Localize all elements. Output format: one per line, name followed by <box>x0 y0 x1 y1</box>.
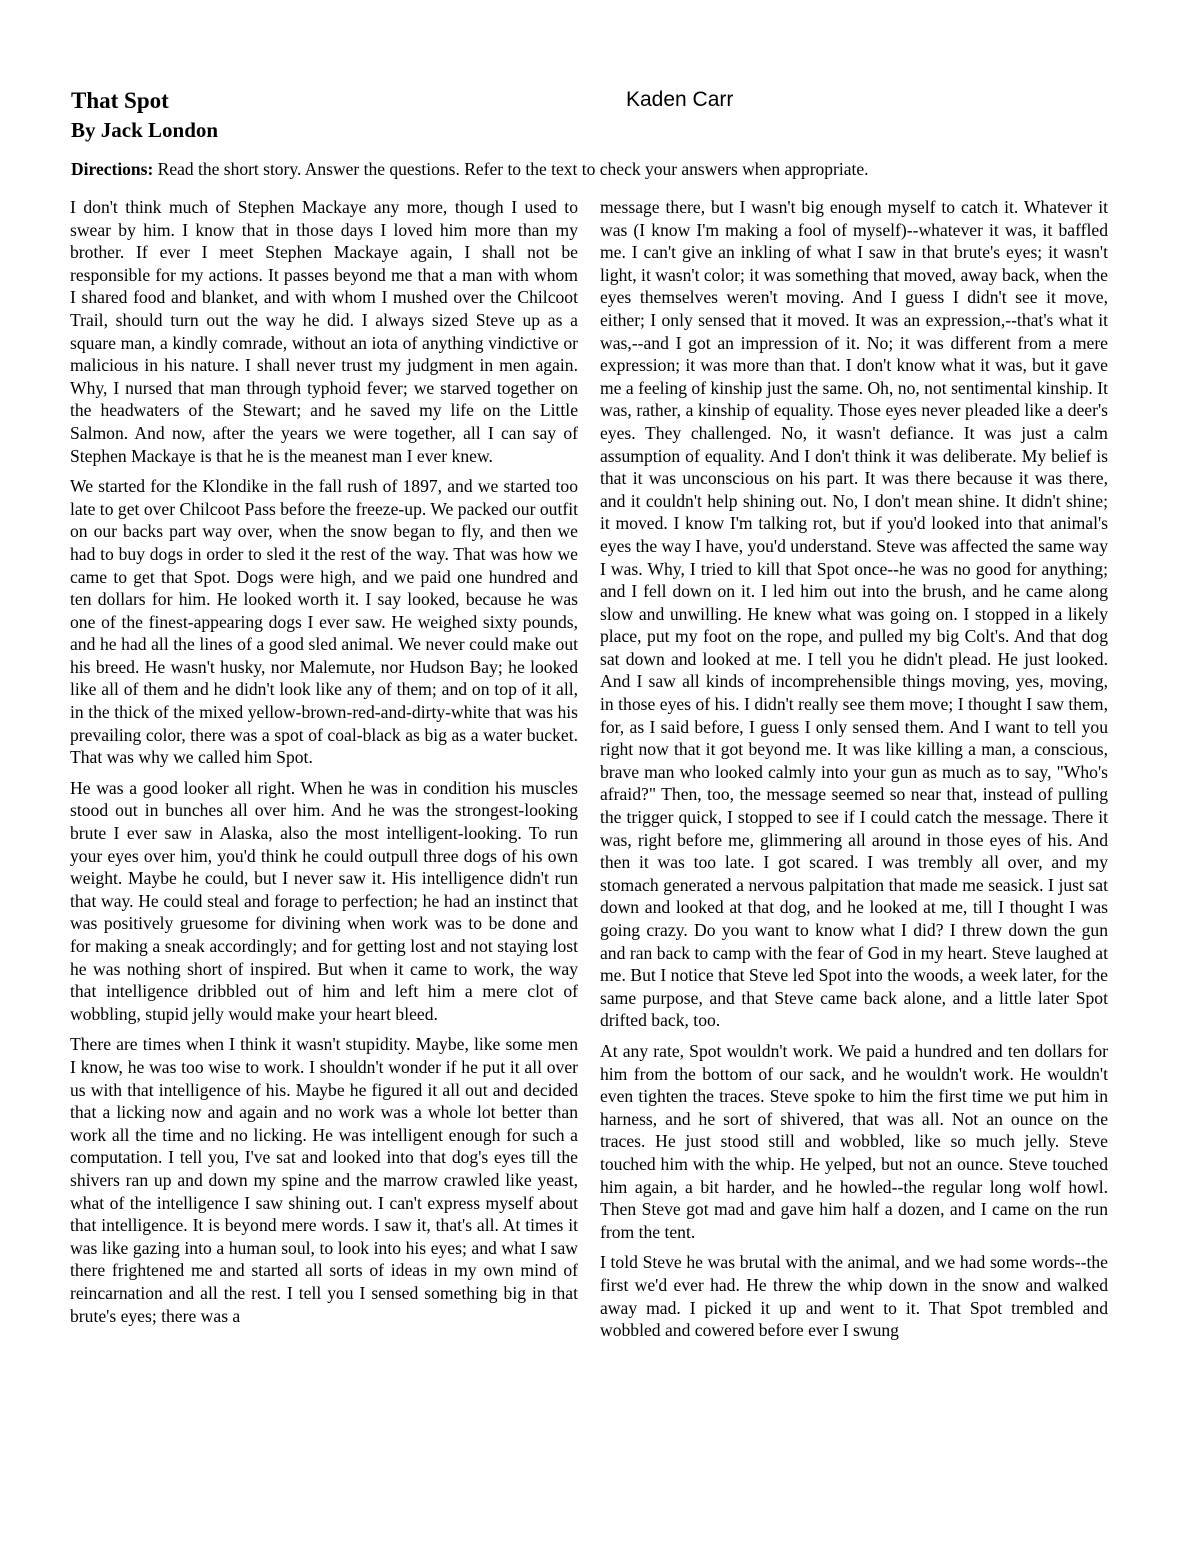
paragraph: He was a good looker all right. When he was in condition his muscles stood out in bunches all over him. And he was the strongest-looking brute I ever saw in Alaska, also the most intelligent-looking. To run your eyes over him, you'd think he could outpull three dogs of his own weight. Maybe he could, but I never saw it. His intelligence didn't run that way. He could steal and forage to perfection; he had an instinct that was positively gruesome for divining when work was to be done and for making a sneak accordingly; and for getting lost and not staying lost he was nothing short of inspired. But when it came to work, the way that intelligence dribbled out of him and left him a mere clot of wobbling, stupid jelly would make your heart bleed. <box>70 777 578 1024</box>
left-column <box>70 196 578 1335</box>
paragraph: There are times when I think it wasn't stupidity. Maybe, like some men I know, he was too wise to work. I shouldn't wonder if he put it all over us with that intelligence of his. Maybe he figured it all out and decided that a licking now and again and no work was a whole lot better than work all the time and no licking. He was intelligent enough for such a computation. I tell you, I've sat and looked into that dog's eyes till the shivers ran up and down my spine and the marrow crawled like yeast, what of the intelligence I saw shining out. I can't express myself about that intelligence. It is beyond mere words. I saw it, that's all. At times it was like gazing into a human soul, to look into his eyes; and what I saw there frightened me and started all sorts of ideas in my own mind of reincarnation and all the rest. I tell you I sensed something big in that brute's eyes; there was a <box>70 1034 578 1326</box>
paragraph: I don't think much of Stephen Mackaye any more, though I used to swear by him. I know that in those days I loved him more than my brother. If ever I meet Stephen Mackaye again, I shall not be responsible for my actions. It passes beyond me that a man with whom I shared food and blanket, and with whom I mushed over the Chilcoot Trail, should turn out the way he did. I always sized Steve up as a square man, a kindly comrade, without an iota of anything vindictive or malicious in his nature. I shall never trust my judgment in men again. Why, I nursed that man through typhoid fever; we starved together on the headwaters of the Stewart; and he saved my life on the Little Salmon. And now, after the years we were together, all I can say of Stephen Mackaye is that he is the meanest man I ever knew. <box>70 197 578 466</box>
story-title: That Spot <box>71 88 169 113</box>
directions-text: Read the short story. Answer the questions. Refer to the text to check your answers when appropriate. <box>153 159 869 179</box>
right-column <box>600 196 1108 1350</box>
student-name: Kaden Carr <box>626 88 734 111</box>
paragraph: message there, but I wasn't big enough myself to catch it. Whatever it was (I know I'm making a fool of myself)--whatever it was, it baffled me. I can't give an inkling of what I saw in that brute's eyes; it wasn't light, it wasn't color; it was something that moved, away back, when the eyes themselves weren't moving. And I guess I didn't see it move, either; I only sensed that it moved. It was an expression,--that's what it was,--and I got an impression of it. No; it was different from a mere expression; it was more than that. I don't know what it was, but it gave me a feeling of kinship just the same. Oh, no, not sentimental kinship. It was, rather, a kinship of equality. Those eyes never pleaded like a deer's eyes. They challenged. No, it wasn't defiance. It was just a calm assumption of equality. And I don't think it was deliberate. My belief is that it was unconscious on his part. It was there because it was there, and it couldn't help shining out. No, I don't mean shine. It didn't shine; it moved. I know I'm talking rot, but if you'd looked into that animal's eyes the way I have, you'd understand. Steve was affected the same way I was. Why, I tried to kill that Spot once--he was no good for anything; and I fell down on it. I led him out into the brush, and he came along slow and unwilling. He knew what was going on. I stopped in a likely place, put my foot on the rope, and pulled my big Colt's. And that dog sat down and looked at me. I tell you he didn't plead. He just looked. And I saw all kinds of incomprehensible things moving, yes, moving, in those eyes of his. I didn't really see them move; I thought I saw them, for, as I said before, I guess I only sensed them. And I want to tell you right now that it got beyond me. It was like killing a man, a conscious, brave man who looked calmly into your gun as much as to say, "Who's afraid?" Then, too, the message seemed so near that, instead of pulling the trigger quick, I stopped to see if I could catch the message. There it was, right before me, glimmering all around in those eyes of his. And then it was too late. I got scared. I was trembly all over, and my stomach generated a nervous palpitation that made me seasick. I just sat down and looked at that dog, and he looked at me, till I thought I was going crazy. Do you want to know what I did? I threw down the gun and ran back to camp with the fear of God in my heart. Steve laughed at me. But I notice that Steve led Spot into the woods, a week later, for the same purpose, and that Steve came back alone, and a little later Spot drifted back, too. <box>600 197 1108 1031</box>
paragraph: We started for the Klondike in the fall rush of 1897, and we started too late to get over Chilcoot Pass before the freeze-up. We packed our outfit on our backs part way over, when the snow began to fly, and then we had to buy dogs in order to sled it the rest of the way. That was how we came to get that Spot. Dogs were high, and we paid one hundred and ten dollars for him. He looked worth it. I say looked, because he was one of the finest-appearing dogs I ever saw. He weighed sixty pounds, and he had all the lines of a good sled animal. We never could make out his breed. He wasn't husky, nor Malemute, nor Hudson Bay; he looked like all of them and he didn't look like any of them; and on top of it all, in the thick of the mixed yellow-brown-red-and-dirty-white that was his prevailing color, there was a spot of coal-black as big as a water bucket. That was why we called him Spot. <box>70 476 578 768</box>
directions <box>71 158 1141 180</box>
story-author: By Jack London <box>71 118 219 142</box>
directions-label: Directions: <box>71 159 154 179</box>
paragraph: I told Steve he was brutal with the animal, and we had some words--the first we'd ever had. He threw the whip down in the snow and walked away mad. I picked it up and went to it. That Spot trembled and wobbled and cowered before ever I swung <box>600 1252 1108 1341</box>
paragraph: At any rate, Spot wouldn't work. We paid a hundred and ten dollars for him from the bottom of our sack, and he wouldn't work. He wouldn't even tighten the traces. Steve spoke to him the first time we put him in harness, and he sort of shivered, that was all. Not an ounce on the traces. He just stood still and wobbled, like so much jelly. Steve touched him with the whip. He yelped, but not an ounce. Steve touched him again, a bit harder, and he howled--the regular long wolf howl. Then Steve got mad and gave him half a dozen, and I came on the run from the tent. <box>600 1040 1108 1242</box>
